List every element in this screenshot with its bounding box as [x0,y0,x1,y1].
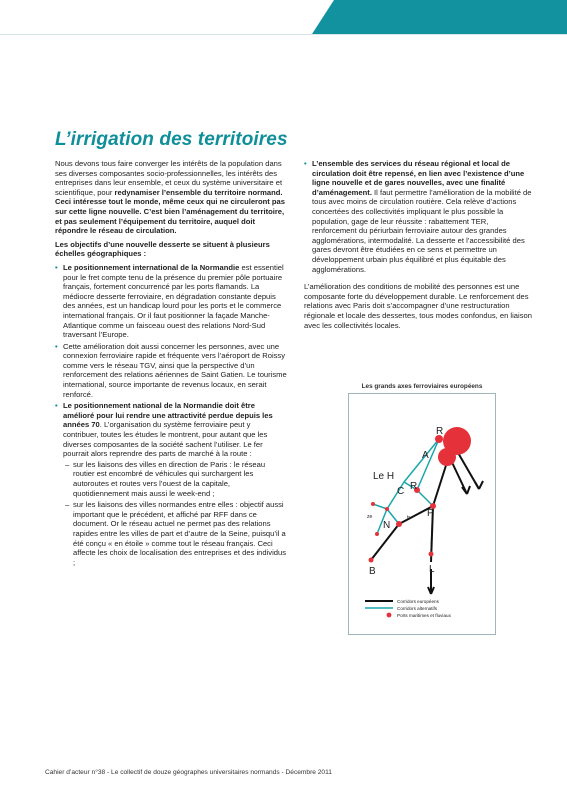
page-footer: Cahier d’acteur n°38 - Le collectif de douze géographes universitaires normands - Décembre 2011 [45,769,332,776]
alternate-corridors [371,439,439,560]
legend-alternate-label: Corridors alternatifs [397,606,438,611]
objective-services-lead: L’ensemble des services du réseau régional et local de circulation doit être repensé, en lien avec l’existence d’une ligne nouvelle et de gares nouvelles, avec une finalité d’aménagement. [312,159,525,197]
objective-international-text: est essentiel pour le fret compte tenu de la présence du premier pôle portuaire français, fortement concurrencé par les ports flamands. La médiocre desserte ferroviaire, en dégradation constante depuis des années, est un handicap lourd pour les ports et le commerce international français. Or il faut positionner la façade Manche-Atlantique comme un faisceau ouest des relations Nord-Sud traversant l’Europe. [63,262,284,340]
objectives-list [55,263,287,567]
label-c: C [397,486,405,497]
route-link-paris: – sur les liaisons des villes en direction de Paris : le réseau routier est encombré de véhicules qui surchargent les autoroutes et routes vers l’ouest de la capitale, quotidiennement mais aussi le week-end ; [63,460,287,498]
intro-text: Nous devons tous faire converger les intérêts de la population dans ses diverses composantes socio-professionnelles, les intérêts des entreprises dans leur ensemble, et ceux du système universitaire et scientifique, pour [55,159,283,197]
label-b: B [369,566,376,577]
objective-international [55,263,287,340]
euro-corridor-west [371,506,433,560]
objective-services [304,159,532,274]
label-ze: ze [367,514,373,520]
port-caen [396,521,402,527]
rail-map-figure [348,383,496,635]
legend-european-label: Corridors européens [397,599,439,604]
port-l [429,552,434,557]
port-b [369,558,374,563]
objective-international-lead: Le positionnement international de la Normandie [63,262,240,272]
port-junction [385,507,389,511]
port-west [371,502,375,506]
alt-corridor-4 [417,490,433,506]
label-a: A [422,450,429,461]
intro-paragraph [55,159,287,236]
port-southwest [375,532,379,536]
objective-national [55,401,287,567]
objective-national-text: . L’organisation du système ferroviaire peut y contribuer, toutes les études le montrent, pour autant que les diverses composantes de la société sachent l’utiliser. Le fer pourrait alors reprendre des parts de marché à la route : [63,420,268,459]
left-column [55,159,287,570]
label-le-havre: Le H [373,471,395,482]
alt-corridor-6 [373,504,387,509]
header-accent-tab [312,0,567,34]
label-r-rouen: R [410,481,418,492]
legend-ports-label: Ports maritimes et fluviaux [397,613,451,618]
rail-map [349,394,495,634]
label-l: L [429,564,435,575]
objectives-heading: Les objectifs d’une nouvelle desserte se situent à plusieurs échelles géographiques : [55,239,270,259]
euro-corridor-east-arrow [475,481,483,489]
rail-map-box [348,393,496,635]
alt-corridor-3 [417,439,439,490]
label-p: P [427,508,434,519]
route-links-list [63,460,287,568]
route-link-regional: – sur les liaisons des villes normandes entre elles : objectif aussi important que le précédent, et affiché par RFF dans ce document. Or le réseau actuel ne permet pas des relations rapides entre les villes de part et d’autre de la Seine, puisqu’il a été conçu « en étoile » comme tout le réseau français. Ceci affecte les choix de localisation des entreprises et des individus ; [63,500,287,567]
objective-passengers [55,342,287,400]
legend-ports-swatch [387,613,392,618]
objective-national-lead: Le positionnement national de la Normandie doit être amélioré pour lui rendre une attractivité perdue depuis les années 70 [63,401,273,430]
label-r-north: R [436,426,444,437]
port-le-havre [438,448,456,466]
services-list [304,159,532,274]
label-tr: tr [407,515,411,521]
label-n: N [383,520,391,531]
right-column [304,159,532,334]
intro-highlight: redynamiser l’ensemble du territoire normand. Ceci intéresse tout le monde, même ceux qui ne circuleront pas sur cette ligne nouvelle. C’est bien l’aménagement du territoire, et pas seulement l’équipement du territoire, auquel doit répondre le réseau de circulation. [55,187,285,236]
map-legend [365,599,452,618]
mobility-paragraph: L’amélioration des conditions de mobilité des personnes est une composante forte du développement durable. Le renforcement des relations avec Paris doit s’accompagner d’une restructuration régionale et locale des dessertes, tous modes confondus, en liaison avec les collectivités locales. [304,282,532,330]
figure-title: Les grands axes ferroviaires européens [361,383,483,390]
objective-passengers-text: Cette amélioration doit aussi concerner les personnes, avec une connexion ferroviaire rapide et fréquente vers l’aéroport de Roissy comme vers le réseau TGV, ainsi que la perspective d’un renforcement des relations aériennes de Saint Gatien. Le tourisme international, source importante de revenus locaux, en serait renforcé. [63,341,287,399]
page-title: L’irrigation des territoires [55,129,288,150]
objective-services-text: Il faut permettre l’amélioration de la mobilité de tous avec moins de circulation routière. Cela relève d’actions concertées des collectivités impliquant le plus possible la population, gage de leur réussite : rabattement TER, renforcement du périurbain ferroviaire autour des grandes agglomérations, intermodalité. La desserte et l’accessibilité des gares devront être étudiées en ce sens et permettre un développement urbain plus équilibré et plus équitable des agglomérations. [312,187,532,274]
